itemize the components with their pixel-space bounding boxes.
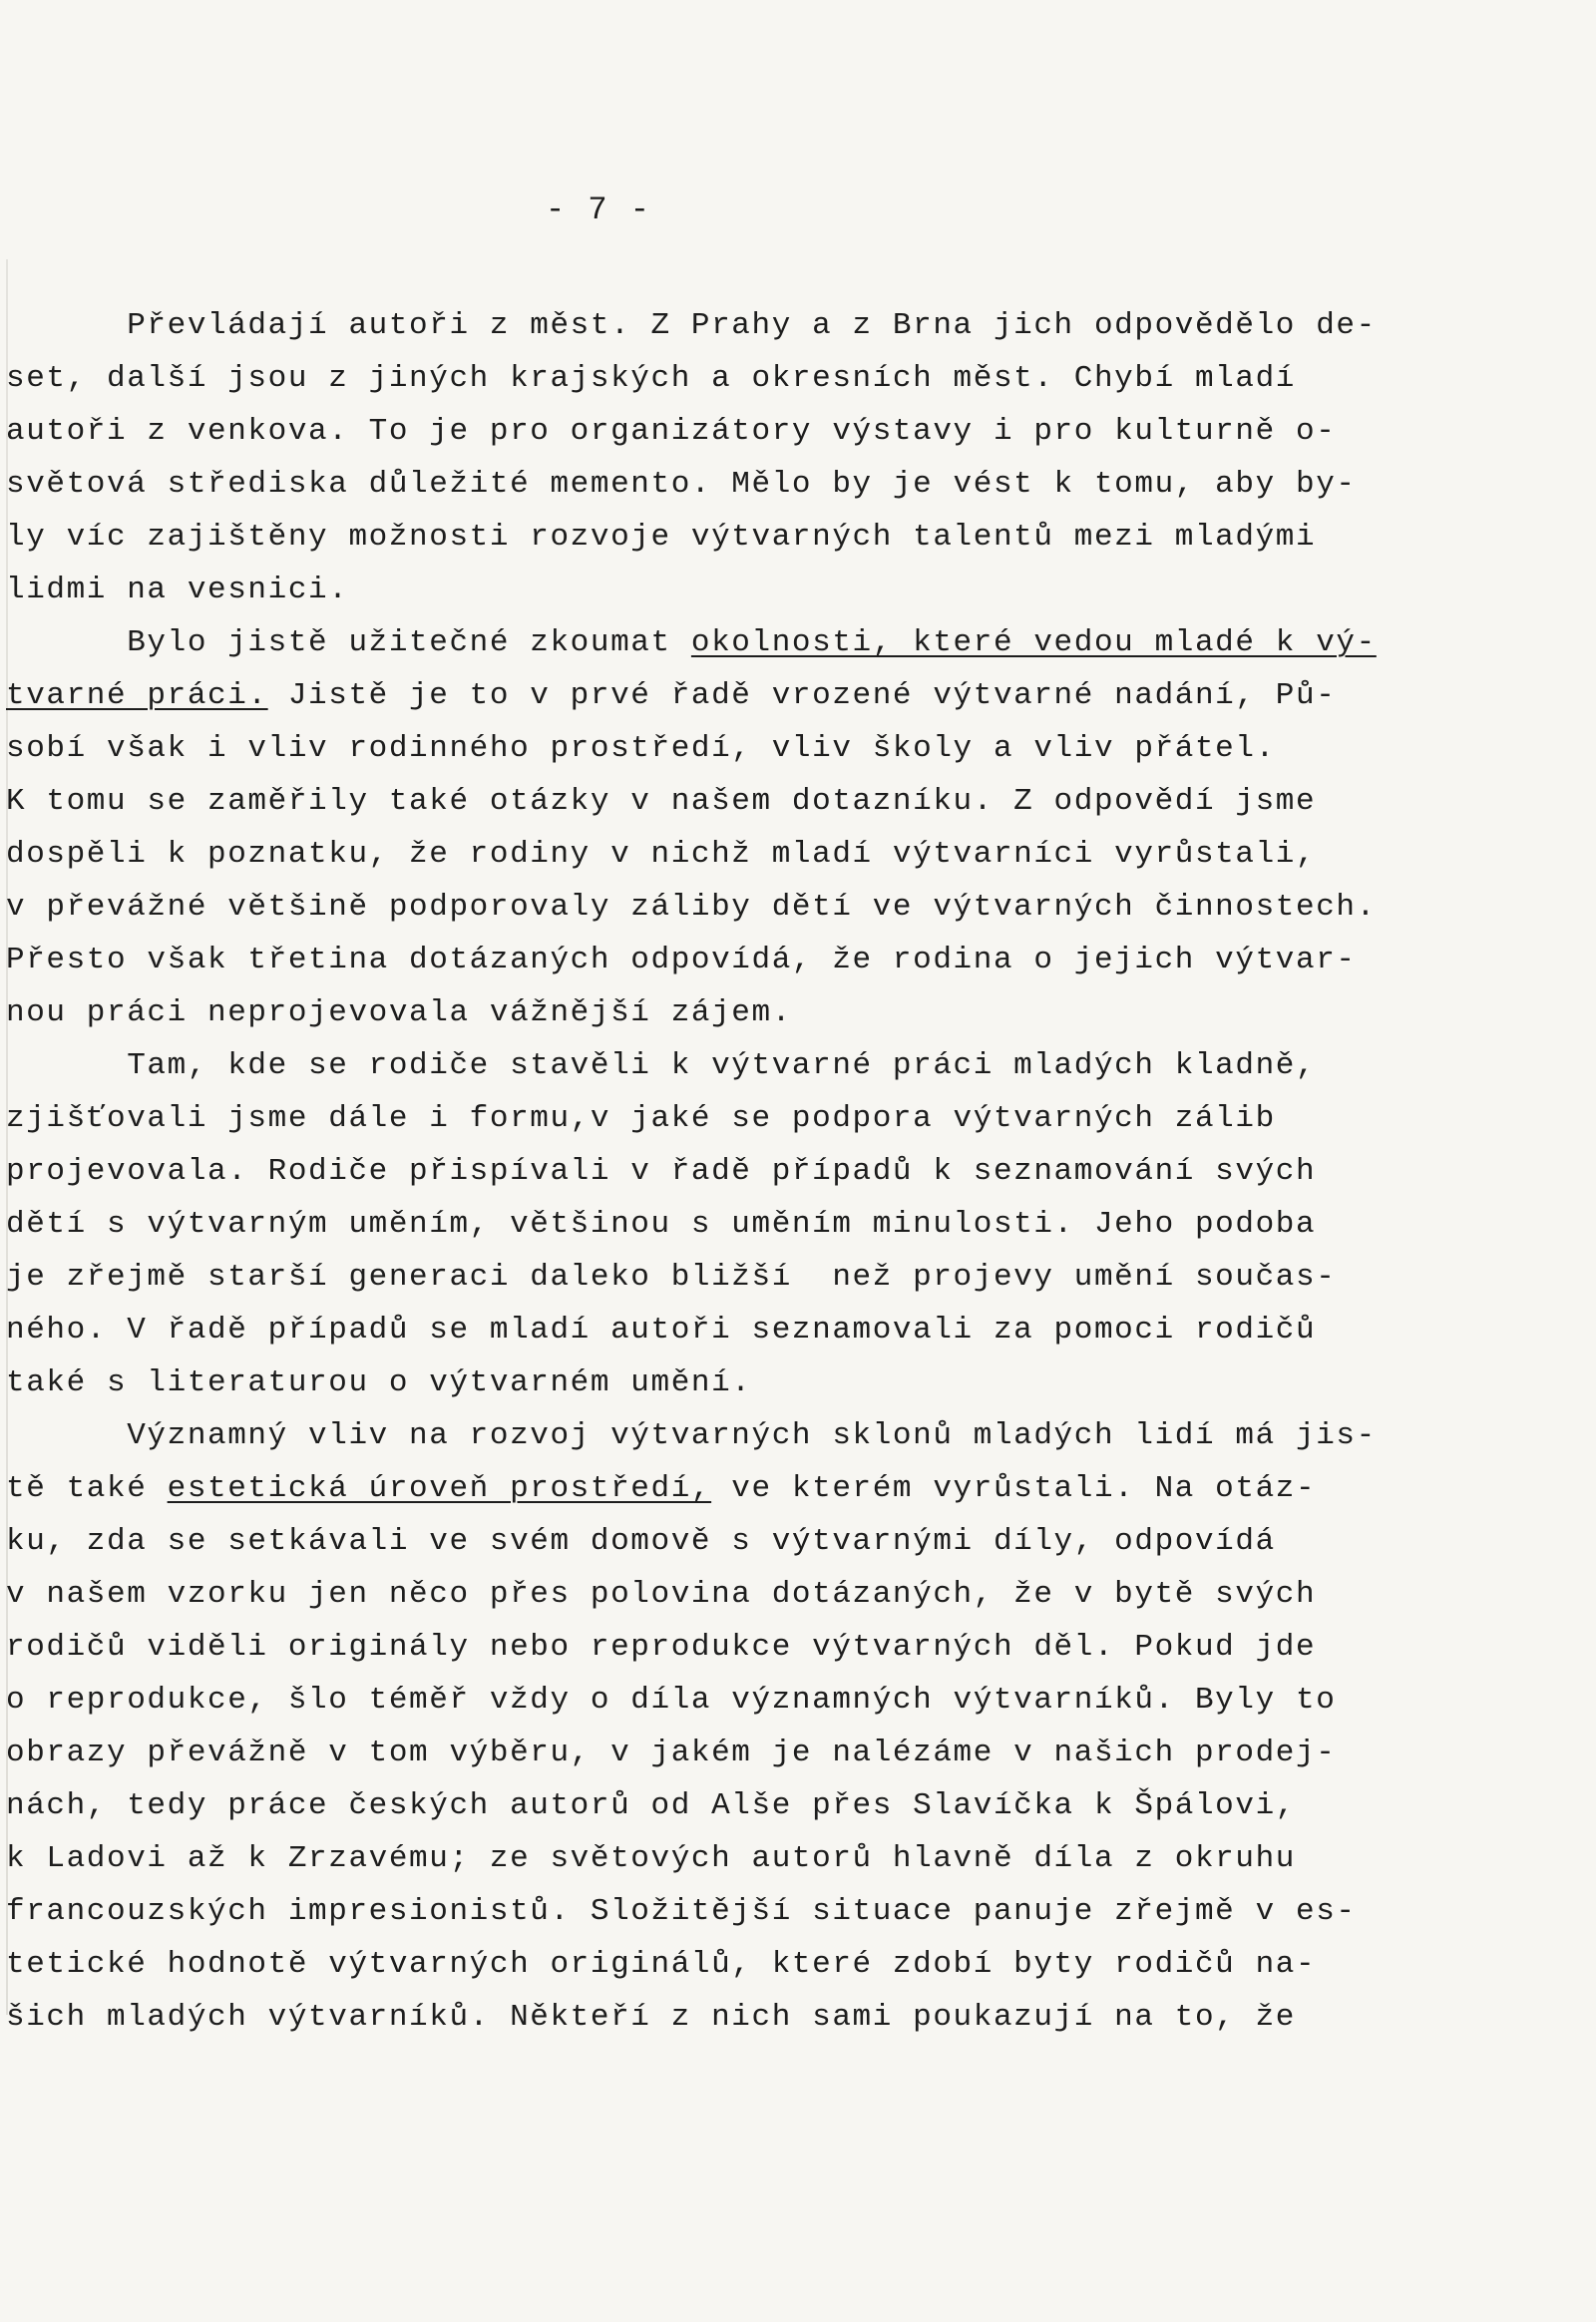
text-line — [6, 1145, 1502, 1198]
underlined-phrase: tvarné práci. — [6, 678, 268, 713]
text-line — [6, 564, 1502, 616]
text-segment: set, další jsou z jiných krajských a okresních měst. Chybí mladí — [6, 361, 1296, 396]
text-segment: ného. V řadě případů se mladí autoři seznamovali za pomoci rodičů — [6, 1313, 1317, 1348]
text-line — [6, 1991, 1502, 2044]
body-text — [6, 299, 1502, 2044]
text-segment: tetické hodnotě výtvarných originálů, které zdobí byty rodičů na- — [6, 1947, 1317, 1982]
text-line — [6, 669, 1502, 722]
text-segment: K tomu se zaměřily také otázky v našem dotazníku. Z odpovědí jsme — [6, 784, 1317, 819]
text-line — [6, 1674, 1502, 1727]
text-segment: sobí však i vliv rodinného prostředí, vliv školy a vliv přátel. — [6, 731, 1276, 766]
text-segment: k Ladovi až k Zrzavému; ze světových autorů hlavně díla z okruhu — [6, 1841, 1296, 1876]
text-segment: Bylo jistě užitečné zkoumat — [6, 625, 691, 660]
text-line — [6, 722, 1502, 775]
text-segment: projevovala. Rodiče přispívali v řadě případů k seznamování svých — [6, 1154, 1317, 1189]
underlined-phrase: estetická úroveň prostředí, — [167, 1471, 712, 1506]
text-segment: v převážné většině podporovaly záliby dětí ve výtvarných činnostech. — [6, 890, 1377, 925]
text-line — [6, 1198, 1502, 1251]
text-segment: Tam, kde se rodiče stavěli k výtvarné práci mladých kladně, — [6, 1048, 1317, 1083]
underlined-phrase: okolnosti, které vedou mladé k vý- — [690, 625, 1377, 660]
text-line — [6, 405, 1502, 458]
text-line — [6, 986, 1502, 1039]
text-line — [6, 775, 1502, 828]
text-line — [6, 1885, 1502, 1938]
text-segment: francouzských impresionistů. Složitější situace panuje zřejmě v es- — [6, 1894, 1357, 1929]
text-segment: v našem vzorku jen něco přes polovina dotázaných, že v bytě svých — [6, 1577, 1317, 1612]
text-segment: obrazy převážně v tom výběru, v jakém je nalézáme v našich prodej- — [6, 1736, 1337, 1770]
text-segment: nách, tedy práce českých autorů od Alše přes Slavíčka k Špálovi, — [6, 1788, 1296, 1823]
text-segment: dětí s výtvarným uměním, většinou s uměním minulosti. Jeho podoba — [6, 1207, 1317, 1242]
text-line — [6, 458, 1502, 511]
text-segment: Přesto však třetina dotázaných odpovídá, že rodina o jejich výtvar- — [6, 943, 1357, 977]
text-segment: také s literaturou o výtvarném umění. — [6, 1365, 752, 1400]
text-segment: zjišťovali jsme dále i formu,v jaké se podpora výtvarných zálib — [6, 1101, 1276, 1136]
text-segment: autoři z venkova. To je pro organizátory výstavy i pro kulturně o- — [6, 414, 1337, 449]
text-segment: ly víc zajištěny možnosti rozvoje výtvarných talentů mezi mladými — [6, 520, 1317, 555]
text-line — [6, 1251, 1502, 1304]
text-line — [6, 934, 1502, 986]
text-segment: ku, zda se setkávali ve svém domově s výtvarnými díly, odpovídá — [6, 1524, 1276, 1559]
text-line — [6, 828, 1502, 881]
text-line — [6, 1304, 1502, 1356]
text-segment: rodičů viděli originály nebo reprodukce výtvarných děl. Pokud jde — [6, 1630, 1317, 1665]
text-line — [6, 1779, 1502, 1832]
text-line — [6, 299, 1502, 352]
text-segment: Významný vliv na rozvoj výtvarných sklonů mladých lidí má jis- — [6, 1418, 1377, 1453]
text-segment: tě také — [6, 1471, 168, 1506]
text-line — [6, 1832, 1502, 1885]
text-line — [6, 352, 1502, 405]
text-line — [6, 1727, 1502, 1779]
text-segment: ve kterém vyrůstali. Na otáz- — [711, 1471, 1317, 1506]
text-line — [6, 616, 1502, 669]
text-segment: lidmi na vesnici. — [6, 573, 349, 607]
page-number: - 7 - — [545, 192, 651, 228]
text-segment: šich mladých výtvarníků. Někteří z nich sami poukazují na to, že — [6, 2000, 1296, 2035]
text-line — [6, 1409, 1502, 1462]
text-segment: dospěli k poznatku, že rodiny v nichž mladí výtvarníci vyrůstali, — [6, 837, 1317, 872]
text-segment: světová střediska důležité memento. Mělo by je vést k tomu, aby by- — [6, 467, 1357, 502]
text-line — [6, 1621, 1502, 1674]
text-segment: Jistě je to v prvé řadě vrozené výtvarné nadání, Pů- — [267, 678, 1337, 713]
text-segment: o reprodukce, šlo téměř vždy o díla významných výtvarníků. Byly to — [6, 1683, 1337, 1718]
text-segment: Převládají autoři z měst. Z Prahy a z Brna jich odpovědělo de- — [6, 308, 1377, 343]
text-line — [6, 881, 1502, 934]
text-line — [6, 1462, 1502, 1515]
text-line — [6, 1356, 1502, 1409]
text-line — [6, 1938, 1502, 1991]
text-line — [6, 1039, 1502, 1092]
text-line — [6, 511, 1502, 564]
text-segment: je zřejmě starší generaci daleko bližší než projevy umění součas- — [6, 1260, 1337, 1295]
text-line — [6, 1092, 1502, 1145]
text-line — [6, 1568, 1502, 1621]
text-segment: nou práci neprojevovala vážnější zájem. — [6, 995, 792, 1030]
text-line — [6, 1515, 1502, 1568]
